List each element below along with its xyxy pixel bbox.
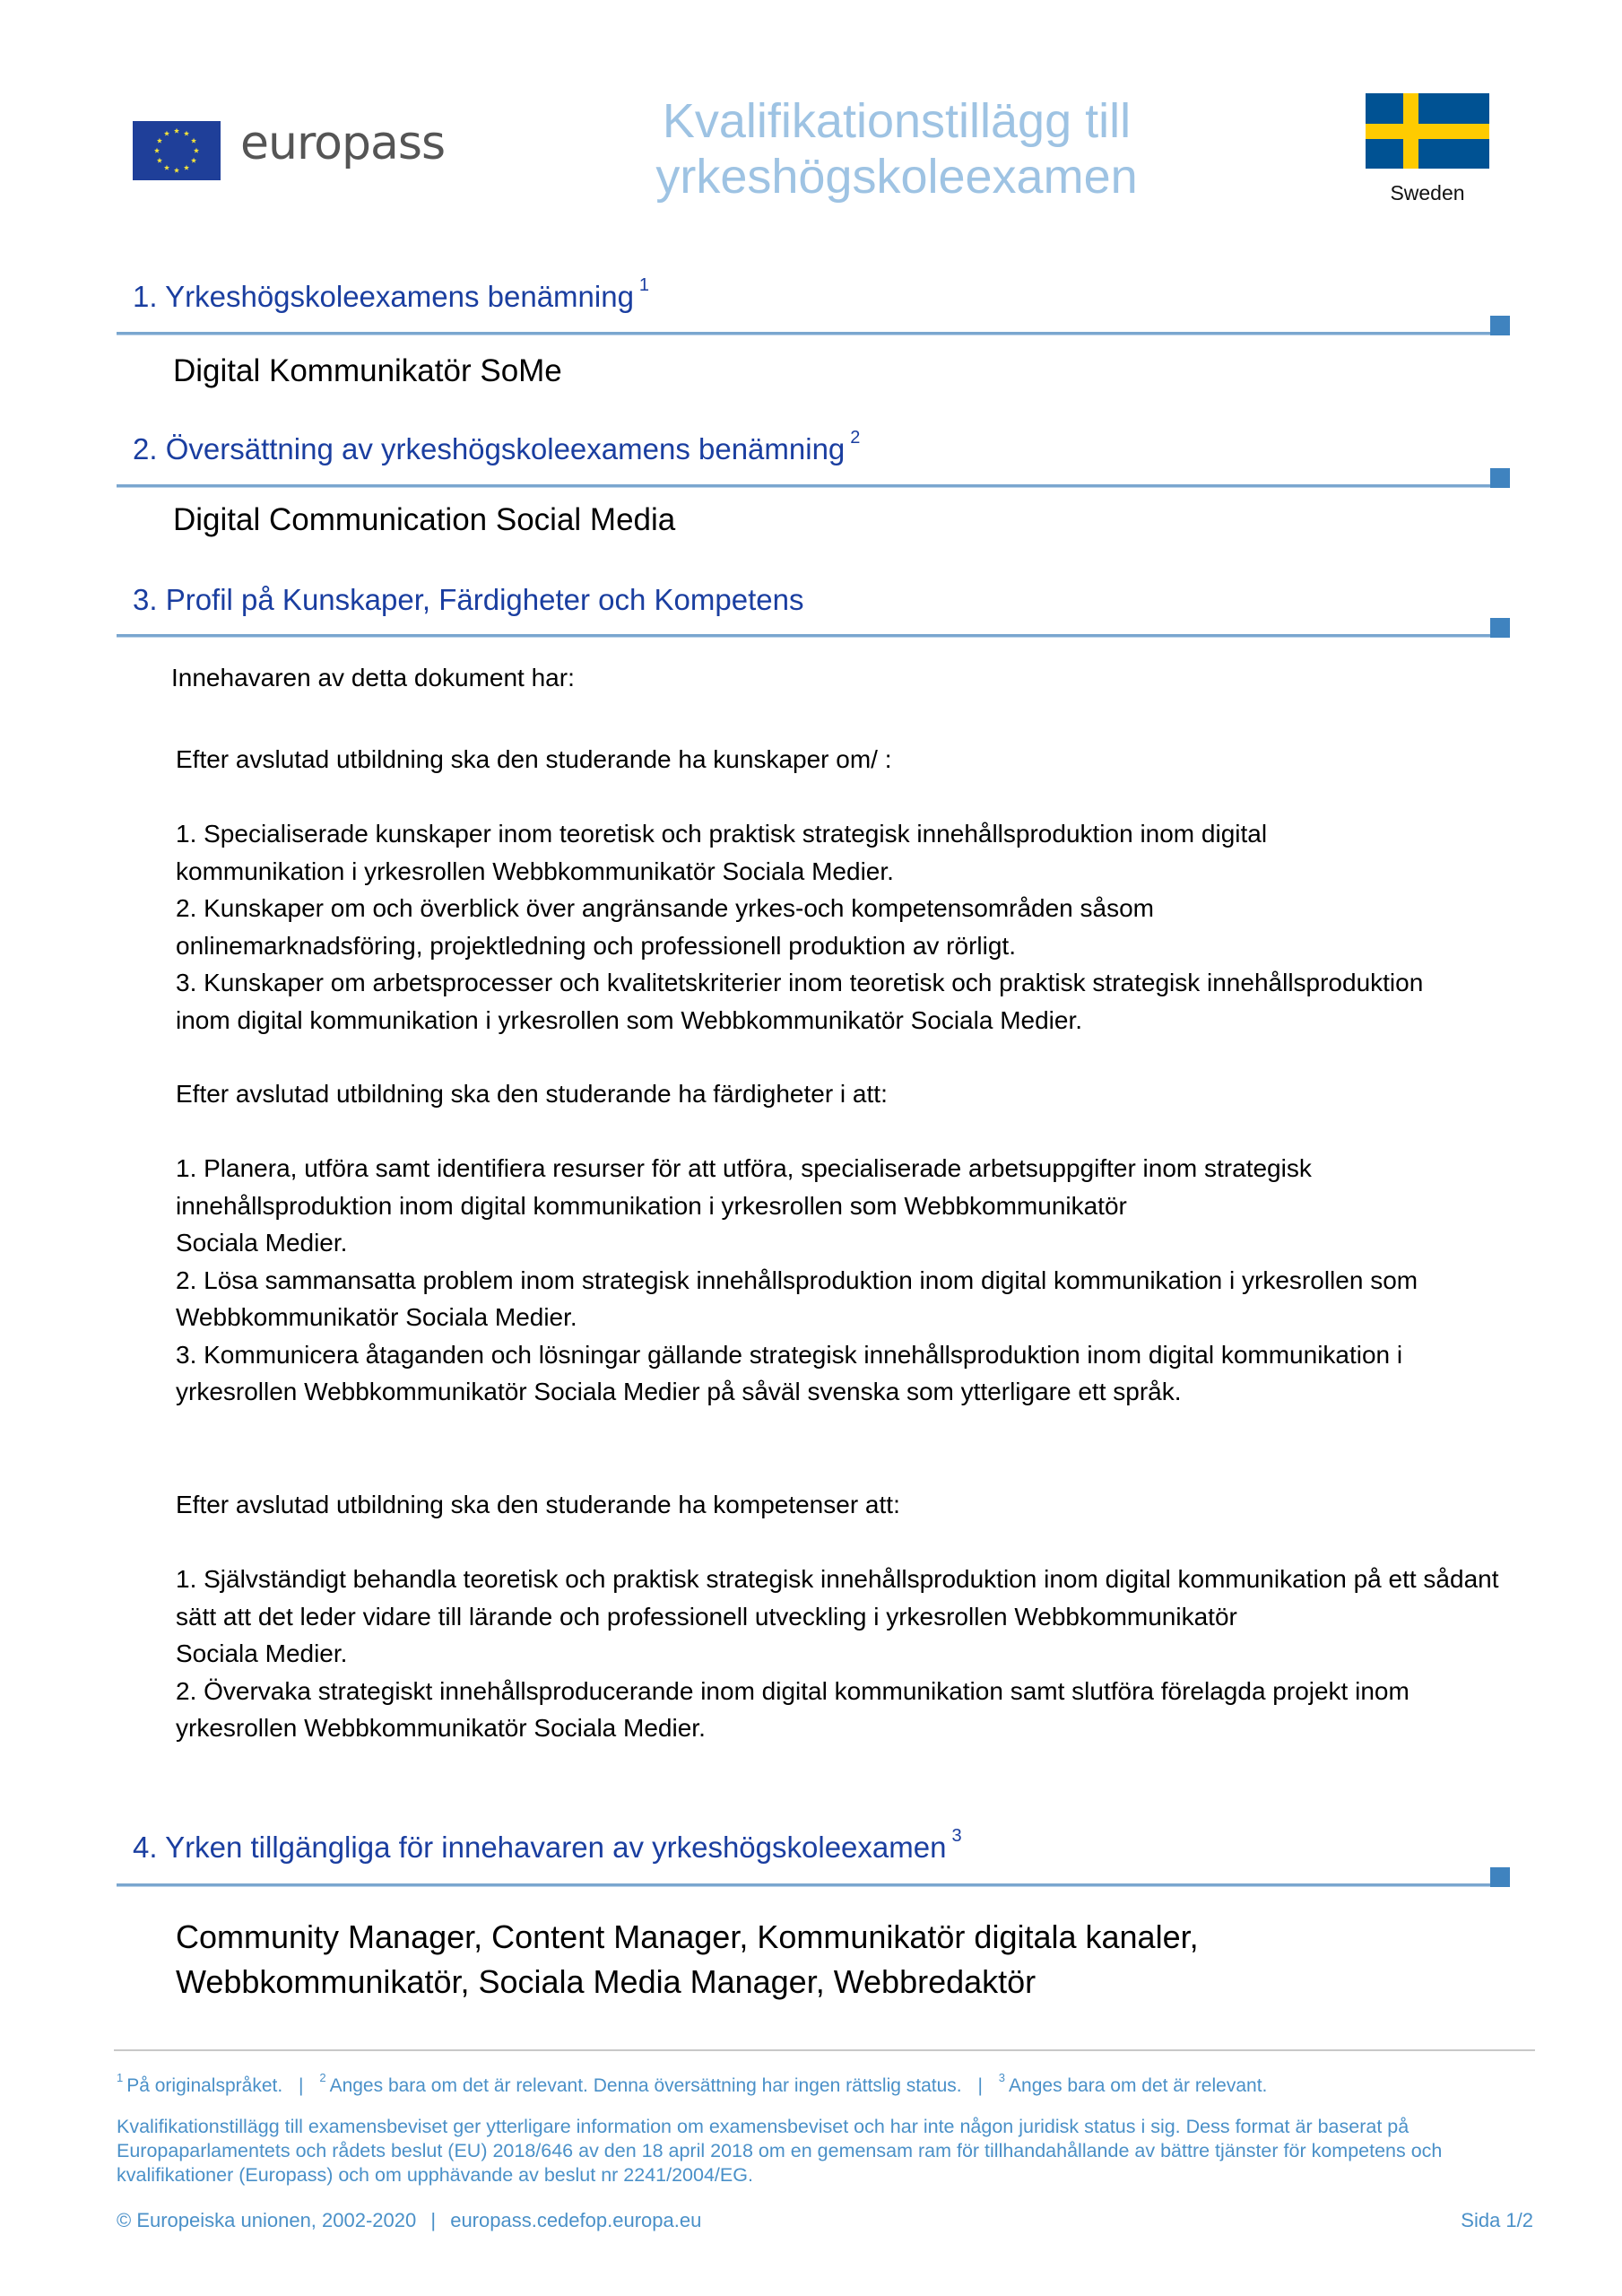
qualification-translation: Digital Communication Social Media (173, 502, 676, 537)
knowledge-item: 1. Specialiserade kunskaper inom teoretisk och praktisk strategisk innehållsproduktion inom digital kommunikation i yrkesrollen Webbkommunikatör Sociala Medier. (176, 820, 1268, 885)
eu-flag-icon (133, 121, 221, 180)
knowledge-block (176, 741, 1503, 1039)
skills-item: 1. Planera, utföra samt identifiera resurser för att utföra, specialiserade arbetsuppgifter inom strategisk innehållsproduktion inom digital kommunikation i yrkesrollen som Webbkommunikatör (176, 1154, 1312, 1220)
section-title: Profil på Kunskaper, Färdigheter och Kompetens (165, 583, 804, 616)
footnote-1-text: På originalspråket. (126, 2075, 283, 2096)
document-title (556, 93, 1237, 204)
section-number: 3. (133, 583, 158, 616)
legal-disclaimer: Kvalifikationstillägg till examensbeviset ger ytterligare information om examensbeviset och har inte någon juridisk status i sig. Dess format är baserat på Europaparlamentets och rådets beslut (EU) 2018/646 av den 18 april 2018 om en gemensam ram för tillhandahållande av bättre tjänster för kompetens och kvalifikationer (Europass) och om upphävande av beslut nr 2241/2004/EG. (117, 2116, 1443, 2186)
page-number: Sida 1/2 (1461, 2209, 1533, 2231)
footnote-1-ref: 1 (117, 2071, 124, 2084)
skills-heading: Efter avslutad utbildning ska den studerande ha färdigheter i att: (176, 1080, 888, 1108)
section-number: 2. (133, 432, 158, 465)
section-3-divider (117, 634, 1497, 638)
footer-separator: | (430, 2209, 437, 2231)
document-title-line-1: Kvalifikationstillägg till (662, 94, 1132, 148)
section-3-marker (1490, 618, 1510, 638)
skills-item: 3. Kommunicera åtaganden och lösningar gällande strategisk innehållsproduktion inom digital kommunikation i yrkesrollen Webbkommunikatör Sociala Medier på såväl svenska som ytterligare ett språk. (176, 1340, 1403, 1405)
competence-heading: Efter avslutad utbildning ska den studerande ha kompetenser att: (176, 1491, 900, 1518)
website-link[interactable]: europass.cedefop.europa.eu (450, 2209, 702, 2231)
occupations-line-2: Webbkommunikatör, Sociala Media Manager, Webbredaktör (176, 1963, 1037, 2000)
section-number: 4. (133, 1831, 158, 1864)
section-1-heading (133, 275, 650, 313)
competence-item: 1. Självständigt behandla teoretisk och praktisk strategisk innehållsproduktion inom digital kommunikation på ett sådant sätt att det leder vidare till lärande och professionell utveckling i yrkesrollen Webbkommunikatör (176, 1565, 1499, 1631)
competence-item: Sociala Medier. (176, 1639, 348, 1667)
knowledge-item: 3. Kunskaper om arbetsprocesser och kvalitetskriterier inom teoretisk och praktisk strategisk innehållsproduktion inom digital kommunikation i yrkesrollen som Webbkommunikatör Sociala Medier. (176, 969, 1424, 1034)
occupations-line-1: Community Manager, Content Manager, Kommunikatör digitala kanaler, (176, 1918, 1199, 1955)
competence-block (176, 1486, 1503, 1747)
footnote-3-text: Anges bara om det är relevant. (1009, 2075, 1268, 2096)
section-3-heading (133, 585, 803, 614)
footnote-2-ref: 2 (319, 2071, 326, 2084)
sweden-flag-icon (1366, 93, 1489, 169)
section-4-heading (133, 1826, 962, 1864)
footer-divider (114, 2049, 1535, 2051)
section-4-marker (1490, 1867, 1510, 1887)
occupations-list (176, 1915, 1431, 2005)
document-title-line-2: yrkeshögskoleexamen (655, 150, 1138, 204)
footnote-3-ref: 3 (998, 2071, 1006, 2084)
footnote-separator: | (977, 2075, 983, 2096)
footnote-ref: 2 (850, 428, 861, 448)
footnotes (117, 2071, 1268, 2097)
footnote-separator: | (299, 2075, 304, 2096)
qualification-name: Digital Kommunikatör SoMe (173, 353, 562, 388)
section-2-marker (1490, 468, 1510, 488)
section-title: Översättning av yrkeshögskoleexamens benämning (165, 432, 846, 465)
skills-item: 2. Lösa sammansatta problem inom strategisk innehållsproduktion inom digital kommunikation i yrkesrollen som Webbkommunikatör Sociala Medier. (176, 1265, 1418, 1331)
knowledge-heading: Efter avslutad utbildning ska den studerande ha kunskaper om/ : (176, 745, 892, 773)
skills-item: Sociala Medier. (176, 1229, 348, 1257)
section-1-marker (1490, 316, 1510, 335)
europass-logo-text: europass (240, 117, 446, 170)
section-4-divider (117, 1883, 1497, 1887)
footnote-ref: 1 (638, 275, 650, 295)
copyright-text: © Europeiska unionen, 2002-2020 (117, 2209, 417, 2231)
footnote-2-text: Anges bara om det är relevant. Denna översättning har ingen rättslig status. (329, 2075, 962, 2096)
skills-block (176, 1075, 1503, 1411)
competence-item: 2. Övervaka strategiskt innehållsproducerande inom digital kommunikation samt slutföra förelagda projekt inom yrkesrollen Webbkommunikatör Sociala Medier. (176, 1676, 1409, 1742)
country-label: Sweden (1390, 181, 1465, 204)
profile-intro: Innehavaren av detta dokument har: (171, 664, 575, 691)
knowledge-item: 2. Kunskaper om och överblick över angränsande yrkes-och kompetensområden såsom onlinemarknadsföring, projektledning och professionell produktion av rörligt. (176, 894, 1155, 960)
eu-stars-icon (133, 121, 221, 180)
footnote-ref: 3 (951, 1826, 962, 1846)
section-2-heading (133, 428, 861, 465)
section-number: 1. (133, 280, 158, 313)
section-2-divider (117, 484, 1497, 488)
copyright (117, 2209, 701, 2232)
section-title: Yrken tillgängliga för innehavaren av yrkeshögskoleexamen (165, 1831, 947, 1864)
section-1-divider (117, 332, 1497, 335)
section-title: Yrkeshögskoleexamens benämning (165, 280, 634, 313)
